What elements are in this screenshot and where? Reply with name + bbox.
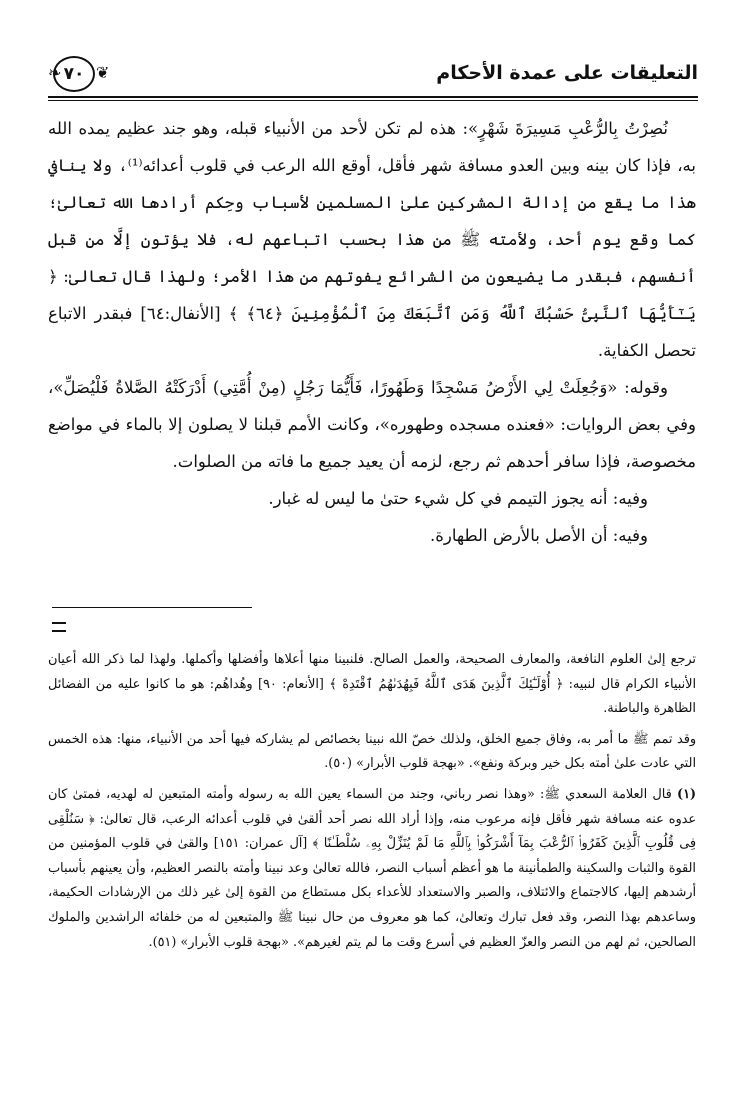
footnotes [48,648,696,961]
ornament-left-icon: ❦ [96,63,110,82]
footnote-number: (١) [677,786,696,802]
page-header [48,52,698,96]
footnote-divider [52,607,252,608]
header-rule-thin [48,100,698,101]
ornament-right-icon: ❧ [48,63,62,82]
main-text [48,110,696,554]
paragraph-3: وفيه: أنه يجوز التيمم في كل شيء حتىٰ ما ليس له غبار. [268,489,648,508]
footnote-continuation-2: وقد تمم ﷺ ما أمر به، وفاق جميع الخلق، ولذلك خصّ الله نبينا بخصائص لم يشاركه فيها أحد من الأنبياء، منها: هذه الخمس التي عادت علىٰ أمته بكل خير وبركة ونفع». «بهجة قلوب الأبرار» (٥٠). [48,731,696,772]
footnote-continuation: ترجع إلىٰ العلوم النافعة، والمعارف الصحيحة، والعمل الصالح. فلنبينا منها أعلاها وأفضلها وأكملها. ولهذا لما ذكر الله أعيان الأنبياء الكرام قال لنبيه: ﴿ أُوْلَـٰٓئِكَ ٱلَّذِينَ هَدَى ٱللَّهُ فَبِهُدَىٰهُمُ ٱقْتَدِهْ ﴾ [الأنعام: ٩٠] وهُداهُم: هو ما كانوا عليه من الفضائل الظاهرة والباطنة. [48,652,696,717]
running-title: التعليقات على عمدة الأحكام [436,62,698,84]
continuation-mark [52,622,66,632]
footnote-1 [48,783,696,955]
paragraph-4: وفيه: أن الأصل بالأرض الطهارة. [429,526,648,545]
paragraph-2: وقوله: «وَجُعِلَتْ لِي الأَرْضُ مَسْجِدًا وَطَهُورًا، فَأَيُّمَا رَجُلٍ (مِنْ أُمَّتِي) أَدْرَكَتْهُ الصَّلاةُ فَلْيُصَلِّ»، وفي بعض الروايات: «فعنده مسجده وطهوره»، وكانت الأمم قبلنا لا يصلون إلا بالماء في مواضع مخصوصة، فإذا سافر أحدهم ثم رجع، لزمه أن يعيد جميع ما فاته من الصلوات. [48,378,696,471]
header-rule [48,96,698,98]
footnote-1-text: قال العلامة السعدي ﷺ: «وهذا نصر رباني، وجند من السماء يعين الله به رسوله وأمته المتبعين له لهديه، فمتىٰ كان عدوه عنه مسافة شهر فأقل فإنه مرعوب منه، وإذا أراد الله نصر أحد ألقىٰ في قلوب أعدائه الرعب، قال تعالىٰ: ﴿ سَنُلْقِى فِى قُلُوبِ ٱلَّذِينَ كَفَرُوا۟ ٱلرُّعْبَ بِمَآ أَشْرَكُوا۟ بِٱللَّهِ مَا لَمْ يُنَزِّلْ بِهِۦ سُلْطَـٰنًا ﴾ [آل عمران: ١٥١] والقىٰ في قلوب المؤمنين من القوة والثبات والسكينة والطمأنينة ما هو أعظم أسباب النصر، فالله تعالىٰ وعد نبينا وأمته بالنصر العظيم، وأن يعينهم بأسباب أرشدهم إليها، كالاجتماع والائتلاف، والصبر والاستعداد للأعداء بكل مستطاع من القوة إلىٰ غير ذلك من الإرشادات الحكيمة، وساعدهم بهذا النصر، وقد فعل تبارك وتعالىٰ، كما هو معروف من حال نبينا ﷺ والمتبعين له من خلفائه الراشدين والملوك الصالحين، ثم لهم من النصر والعزّ العظيم في أسرع وقت ما لم يتم لغيرهم». «بهجة قلوب الأبرار» (٥١). [48,786,697,950]
page-number: ٧٠ [53,56,95,92]
paragraph-1: نُصِرْتُ بِالرُّعْبِ مَسِيرَةَ شَهْرٍ»: هذه لم تكن لأحد من الأنبياء قبله، وهو جند عظيم يمده الله به، فإذا كان بينه وبين العدو مسافة شهر فأقل، أوقع الله الرعب في قلوب أعدائه⁽¹⁾، ولا ينافي هذا ما يقع من إدالة المشركين علىٰ المسلمين لأسباب وحِكم أرادها الله تعالىٰ؛ كما وقع يوم أحد، ولأمته ﷺ من هذا بحسب اتباعهم له، فلا يؤتون إلَّا من قبل أنفسهم، فبقدر ما يضيعون من الشرائع يفوتهم من هذا الأمر؛ ولهذا قال تعالىٰ: ﴿ يَـٰٓأَيُّهَا ٱلنَّبِىُّ حَسْبُكَ ٱللَّهُ وَمَنِ ٱتَّبَعَكَ مِنَ ٱلْمُؤْمِنِينَ ﴿٦٤﴾ ﴾ [الأنفال:٦٤] فبقدر الاتباع تحصل الكفاية. [48,119,696,360]
